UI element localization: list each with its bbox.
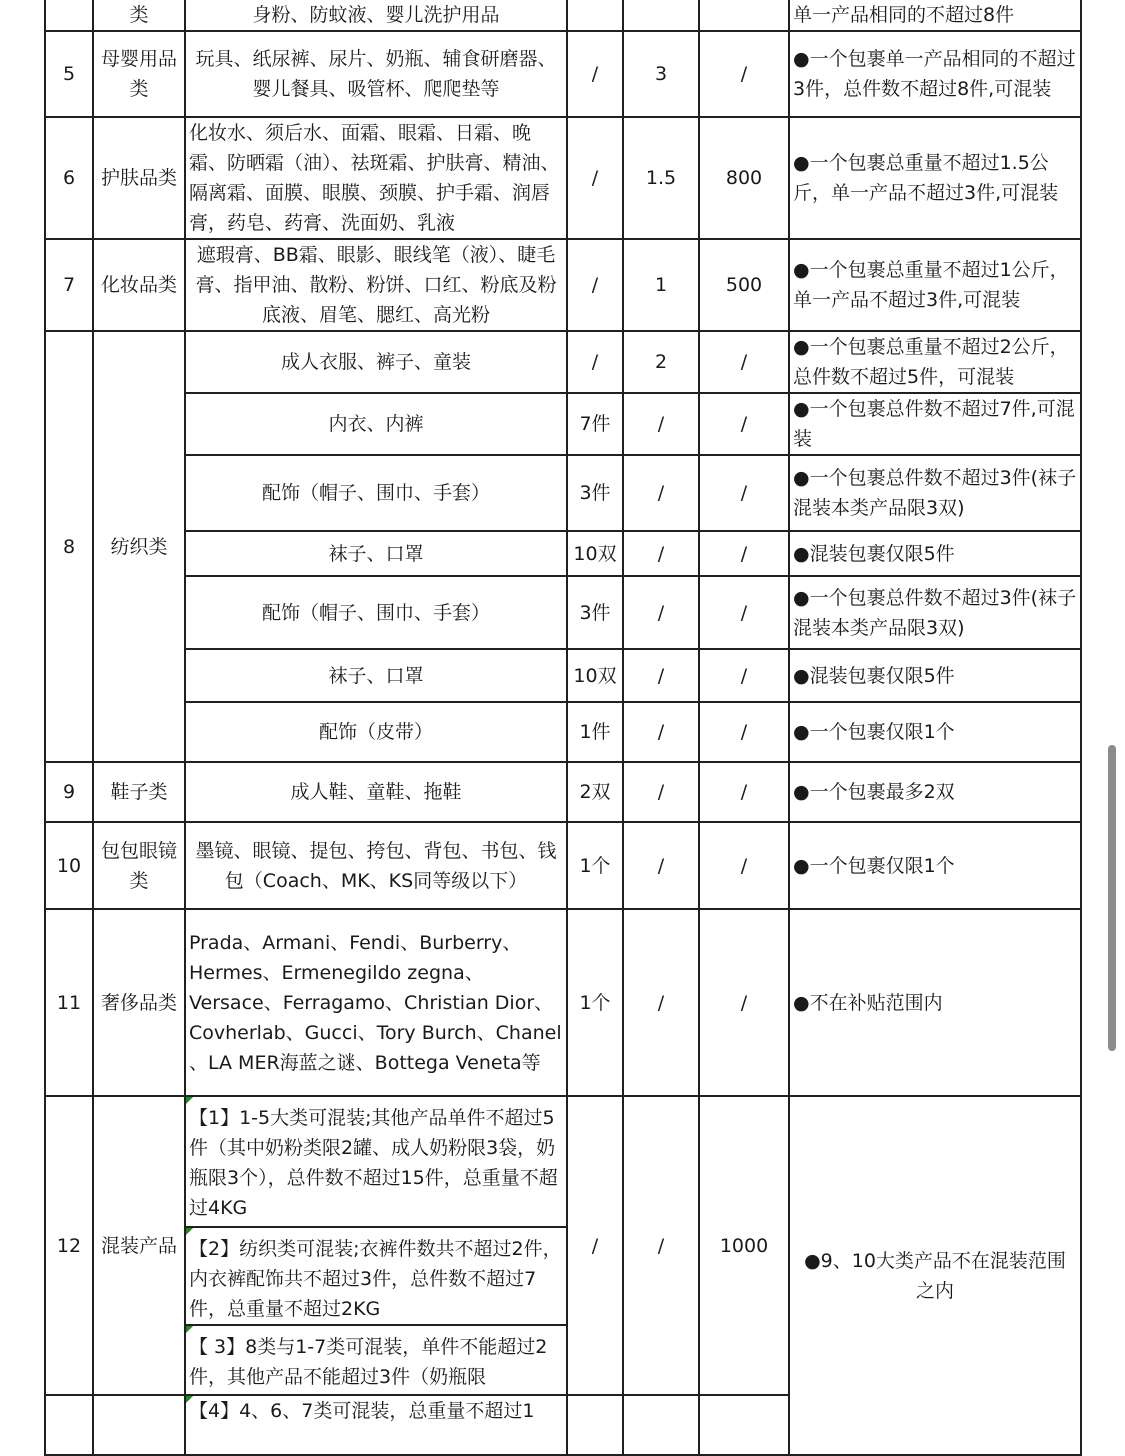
items-cell [185, 1395, 567, 1455]
quantity-cell: / [567, 1096, 623, 1395]
comment-marker-icon [186, 1097, 193, 1104]
table-row [45, 702, 1081, 762]
weight-cell [623, 0, 699, 31]
note-cell: ●一个包裹总重量不超过1.5公斤，单一产品不超过3件,可混装 [789, 117, 1081, 239]
items-cell: 玩具、纸尿裤、尿片、奶瓶、辅食研磨器、婴儿餐具、吸管杯、爬爬垫等 [185, 31, 567, 117]
category-cell: 类 [93, 0, 185, 31]
quantity-cell: / [567, 31, 623, 117]
price-cell: / [699, 576, 789, 649]
row-number: 11 [45, 909, 93, 1096]
note-cell: 单一产品相同的不超过8件 [789, 0, 1081, 31]
table-row [45, 649, 1081, 702]
row-number: 12 [45, 1096, 93, 1395]
weight-cell: / [623, 393, 699, 455]
row-number [45, 0, 93, 31]
quantity-cell: 3件 [567, 455, 623, 531]
table-row [45, 455, 1081, 531]
items-cell: Prada、Armani、Fendi、Burberry、Hermes、Ermenegildo zegna、Versace、Ferragamo、Christian Dior、Covherlab、Gucci、Tory Burch、Chanel 、LA MER海蓝之谜、Bottega Veneta等 [185, 909, 567, 1096]
weight-cell: / [623, 576, 699, 649]
weight-cell: / [623, 762, 699, 822]
items-cell: 配饰（皮带） [185, 702, 567, 762]
note-cell: ●一个包裹总件数不超过3件(袜子混装本类产品限3双) [789, 455, 1081, 531]
table-row [45, 31, 1081, 117]
table-row [45, 1096, 1081, 1227]
items-cell: 遮瑕膏、BB霜、眼影、眼线笔（液）、睫毛膏、指甲油、散粉、粉饼、口红、粉底及粉底液、眉笔、腮红、高光粉 [185, 239, 567, 331]
items-cell: 成人鞋、童鞋、拖鞋 [185, 762, 567, 822]
category-cell: 母婴用品类 [93, 31, 185, 117]
weight-cell: 1 [623, 239, 699, 331]
note-cell: ●混装包裹仅限5件 [789, 649, 1081, 702]
quantity-cell: 10双 [567, 649, 623, 702]
row-number: 5 [45, 31, 93, 117]
weight-cell: 2 [623, 331, 699, 393]
table-row [45, 531, 1081, 576]
table-row [45, 393, 1081, 455]
price-cell: / [699, 31, 789, 117]
mixed-rule-text: 【1】1-5大类可混装;其他产品单件不超过5件（其中奶粉类限2罐、成人奶粉限3袋，奶瓶限3个），总件数不超过15件，总重量不超过4KG [189, 1107, 558, 1219]
category-cell [93, 1395, 185, 1455]
price-cell: / [699, 531, 789, 576]
price-cell: 500 [699, 239, 789, 331]
price-cell: / [699, 455, 789, 531]
quantity-cell: 1件 [567, 702, 623, 762]
price-cell: / [699, 393, 789, 455]
price-cell: / [699, 822, 789, 909]
weight-cell: / [623, 531, 699, 576]
items-cell [185, 1227, 567, 1325]
quantity-cell: 1个 [567, 909, 623, 1096]
note-cell: ●一个包裹最多2双 [789, 762, 1081, 822]
quantity-cell: / [567, 239, 623, 331]
items-cell: 成人衣服、裤子、童装 [185, 331, 567, 393]
price-cell: 1000 [699, 1096, 789, 1395]
category-cell: 奢侈品类 [93, 909, 185, 1096]
table-row [45, 117, 1081, 239]
weight-cell: / [623, 909, 699, 1096]
items-cell: 化妆水、须后水、面霜、眼霜、日霜、晚霜、防晒霜（油）、祛斑霜、护肤膏、精油、隔离霜、面膜、眼膜、颈膜、护手霜、润唇膏，药皂、药膏、洗面奶、乳液 [185, 117, 567, 239]
note-cell: ●一个包裹总件数不超过7件,可混装 [789, 393, 1081, 455]
row-number: 9 [45, 762, 93, 822]
items-cell: 墨镜、眼镜、提包、挎包、背包、书包、钱包（Coach、MK、KS同等级以下） [185, 822, 567, 909]
table-row [45, 909, 1081, 1096]
note-cell: ●一个包裹总件数不超过3件(袜子混装本类产品限3双) [789, 576, 1081, 649]
table-row [45, 576, 1081, 649]
weight-cell: / [623, 702, 699, 762]
comment-marker-icon [186, 1396, 193, 1403]
items-cell: 内衣、内裤 [185, 393, 567, 455]
note-cell: ●一个包裹单一产品相同的不超过3件，总件数不超过8件,可混装 [789, 31, 1081, 117]
items-cell: 配饰（帽子、围巾、手套） [185, 576, 567, 649]
table-row [45, 762, 1081, 822]
mixed-rule-text: 【 3】8类与1-7类可混装，单件不能超过2件，其他产品不能超过3件（奶瓶限 [189, 1336, 548, 1388]
note-cell: ●一个包裹总重量不超过1公斤，单一产品不超过3件,可混装 [789, 239, 1081, 331]
items-cell [185, 1325, 567, 1395]
note-cell: ●混装包裹仅限5件 [789, 531, 1081, 576]
weight-cell: / [623, 455, 699, 531]
vertical-scrollbar[interactable] [1108, 745, 1116, 1051]
weight-cell [623, 1395, 699, 1455]
note-cell: ●不在补贴范围内 [789, 909, 1081, 1096]
note-cell: ●9、10大类产品不在混装范围之内 [789, 1096, 1081, 1455]
table-row [45, 0, 1081, 31]
weight-cell: / [623, 649, 699, 702]
price-cell [699, 0, 789, 31]
items-cell: 袜子、口罩 [185, 649, 567, 702]
category-cell: 混装产品 [93, 1096, 185, 1395]
table-row [45, 331, 1081, 393]
items-cell: 袜子、口罩 [185, 531, 567, 576]
note-cell: ●一个包裹仅限1个 [789, 822, 1081, 909]
quantity-cell: 2双 [567, 762, 623, 822]
quantity-cell: 1个 [567, 822, 623, 909]
price-cell: / [699, 909, 789, 1096]
row-number [45, 1395, 93, 1455]
price-cell: / [699, 331, 789, 393]
weight-cell: / [623, 1096, 699, 1395]
category-cell: 纺织类 [93, 331, 185, 762]
category-cell: 包包眼镜类 [93, 822, 185, 909]
items-cell: 身粉、防蚊液、婴儿洗护用品 [185, 0, 567, 31]
comment-marker-icon [186, 1228, 193, 1235]
quantity-cell: 3件 [567, 576, 623, 649]
price-cell: / [699, 702, 789, 762]
row-number: 6 [45, 117, 93, 239]
items-cell: 配饰（帽子、围巾、手套） [185, 455, 567, 531]
weight-cell: 3 [623, 31, 699, 117]
price-cell: / [699, 649, 789, 702]
note-cell: ●一个包裹仅限1个 [789, 702, 1081, 762]
shipping-limits-table [44, 0, 1082, 1456]
weight-cell: / [623, 822, 699, 909]
category-cell: 化妆品类 [93, 239, 185, 331]
comment-marker-icon [186, 1326, 193, 1333]
table-row [45, 239, 1081, 331]
category-cell: 护肤品类 [93, 117, 185, 239]
quantity-cell [567, 0, 623, 31]
table-row [45, 822, 1081, 909]
quantity-cell: / [567, 331, 623, 393]
quantity-cell [567, 1395, 623, 1455]
weight-cell: 1.5 [623, 117, 699, 239]
note-cell: ●一个包裹总重量不超过2公斤，总件数不超过5件，可混装 [789, 331, 1081, 393]
mixed-rule-text: 【4】4、6、7类可混装，总重量不超过1 [189, 1400, 535, 1422]
price-cell: 800 [699, 117, 789, 239]
row-number: 10 [45, 822, 93, 909]
quantity-cell: / [567, 117, 623, 239]
items-cell [185, 1096, 567, 1227]
quantity-cell: 7件 [567, 393, 623, 455]
row-number: 7 [45, 239, 93, 331]
category-cell: 鞋子类 [93, 762, 185, 822]
quantity-cell: 10双 [567, 531, 623, 576]
row-number: 8 [45, 331, 93, 762]
price-cell: / [699, 762, 789, 822]
mixed-rule-text: 【2】纺织类可混装;衣裤件数共不超过2件，内衣裤配饰共不超过3件，总件数不超过7件，总重量不超过2KG [189, 1238, 562, 1320]
price-cell [699, 1395, 789, 1455]
